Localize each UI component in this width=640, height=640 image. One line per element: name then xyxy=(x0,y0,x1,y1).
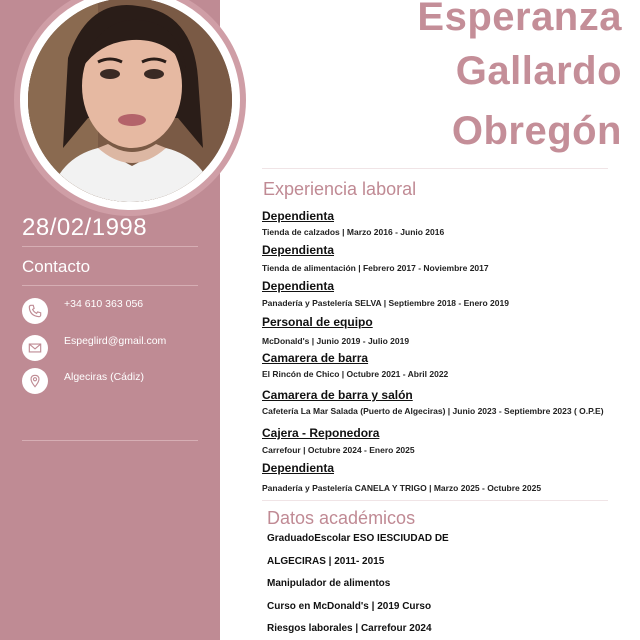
job-title: Dependienta xyxy=(262,209,335,223)
phone-icon xyxy=(22,298,48,324)
divider xyxy=(262,168,608,169)
sidebar xyxy=(0,0,220,640)
education-item: Manipulador de alimentos xyxy=(267,578,391,589)
job-title: Personal de equipo xyxy=(262,315,373,329)
job-detail: Tienda de calzados | Marzo 2016 - Junio 2016 xyxy=(262,227,445,237)
location: Algeciras (Cádiz) xyxy=(64,371,144,383)
location-pin-icon xyxy=(22,368,48,394)
email-address[interactable]: Espeglird@gmail.com xyxy=(64,335,167,347)
job-detail: Panadería y Pastelería CANELA Y TRIGO | Marzo 2025 - Octubre 2025 xyxy=(262,483,542,493)
name-surname-2: Obregón xyxy=(451,109,622,153)
phone-number[interactable]: +34 610 363 056 xyxy=(64,298,144,310)
job-detail: Cafetería La Mar Salada (Puerto de Algeciras) | Junio 2023 - Septiembre 2023 ( O.P.E) xyxy=(262,406,604,416)
profile-photo-art xyxy=(28,0,232,202)
job-title: Dependienta xyxy=(262,243,335,257)
experience-heading: Experiencia laboral xyxy=(263,179,417,199)
name-surname-1: Gallardo xyxy=(455,49,622,93)
education-item: GraduadoEscolar ESO IESCIUDAD DE xyxy=(267,533,449,544)
mail-icon xyxy=(22,335,48,361)
education-item: ALGECIRAS | 2011- 2015 xyxy=(267,556,385,567)
job-detail: McDonald's | Junio 2019 - Julio 2019 xyxy=(262,336,410,346)
job-detail: El Rincón de Chico | Octubre 2021 - Abril 2022 xyxy=(262,369,449,379)
education-heading: Datos académicos xyxy=(267,508,416,528)
birth-date: 28/02/1998 xyxy=(22,214,148,241)
job-detail: Carrefour | Octubre 2024 - Enero 2025 xyxy=(262,445,415,455)
divider xyxy=(22,285,198,286)
contact-heading: Contacto xyxy=(22,257,91,276)
education-item: Riesgos laborales | Carrefour 2024 xyxy=(267,623,432,634)
divider xyxy=(22,440,198,441)
divider xyxy=(22,246,198,247)
job-title: Camarera de barra y salón xyxy=(262,388,413,402)
job-title: Dependienta xyxy=(262,279,335,293)
education-item: Curso en McDonald's | 2019 Curso xyxy=(267,601,432,612)
job-detail: Tienda de alimentación | Febrero 2017 - Noviembre 2017 xyxy=(262,263,489,273)
job-title: Cajera - Reponedora xyxy=(262,426,380,440)
divider xyxy=(262,500,608,501)
job-detail: Panadería y Pastelería SELVA | Septiembre 2018 - Enero 2019 xyxy=(262,298,509,308)
profile-photo xyxy=(28,0,232,202)
job-title: Camarera de barra xyxy=(262,351,369,365)
job-title: Dependienta xyxy=(262,461,335,475)
name-first: Esperanza xyxy=(417,0,622,39)
